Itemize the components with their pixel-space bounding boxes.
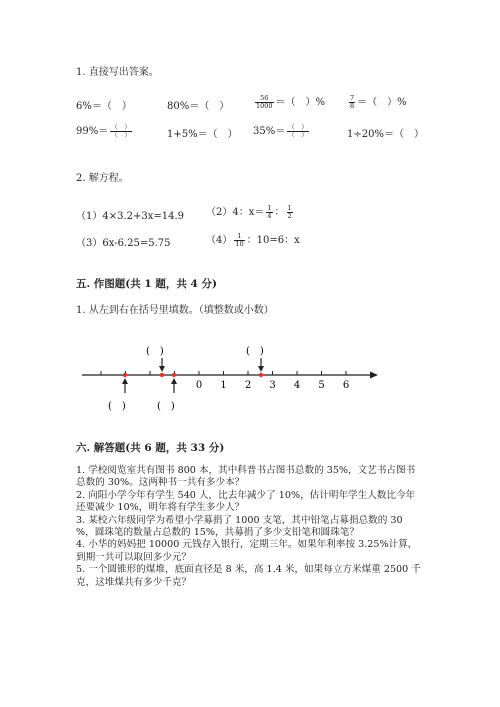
fraction: $\frac{7}{8}$: [350, 94, 355, 110]
section1-title: 1. 直接写出答案。: [76, 67, 159, 78]
problem-list: [76, 465, 421, 589]
problem-line: 2. 向阳小学今年有学生 540 人，比去年减少了 10%，估计明年学生人数比今年: [76, 489, 416, 501]
fraction: $\frac{1}{2}$: [287, 204, 292, 220]
equation-2: （2）4：x＝ $\frac{1}{4}$ ： $\frac{1}{2}$: [206, 204, 292, 220]
arrow-head-icon: [370, 372, 378, 379]
red-point: [160, 373, 164, 377]
q1-item-5: 99%＝ $\frac{( )}{( )}$: [76, 123, 131, 139]
top-blank-1: ( ): [146, 346, 164, 357]
bottom-blank-1: ( ): [108, 401, 126, 412]
bottom-blank-2: ( ): [157, 401, 175, 412]
problem-line: 还要减少 10%，明年将有学生多少人？: [76, 502, 245, 514]
q1-item-4: $\frac{7}{8}$ ＝（ ）%: [350, 94, 407, 110]
problem-line: 5. 一个圆锥形的煤堆，底面直径是 8 米，高 1.4 米，如果每立方米煤重 2500 千: [76, 564, 421, 576]
down-arrow-head-icon: [258, 366, 264, 372]
q1-item-8: 1÷20%＝（ ）: [347, 129, 424, 140]
tick-marks: [101, 371, 346, 375]
number-line-figure: [0, 330, 500, 420]
problem-line: 总数的 30%。这两种书一共有多少本？: [76, 477, 245, 489]
tick-label: 4: [293, 380, 301, 391]
up-arrow-head-icon: [122, 378, 128, 384]
red-point: [123, 373, 127, 377]
q1-item-7: 35%＝ $\frac{( )}{( )}$: [253, 123, 308, 139]
section5-question: 1. 从左到右在括号里填数。（填整数或小数）: [76, 305, 274, 316]
tick-label: 0: [195, 380, 203, 391]
down-arrow-head-icon: [159, 366, 165, 372]
tick-label: 1: [220, 380, 227, 391]
q1-item-2: 80%＝（ ）: [167, 101, 230, 112]
problem-line: 1. 学校阅览室共有图书 800 本，其中科普书占图书总数的 35%，文艺书占图书: [76, 465, 416, 476]
q1-item-1: 6%＝（ ）: [76, 101, 132, 112]
up-arrow-head-icon: [171, 378, 177, 384]
problem-line: 到期一共可以取回多少元？: [76, 551, 192, 563]
tick-label: 2: [244, 380, 252, 391]
fraction: $\frac{56}{1000}$: [256, 94, 273, 110]
q1-item-6: 1+5%＝（ ）: [167, 129, 238, 140]
red-point: [172, 373, 176, 377]
fraction: $\frac{1}{10}$: [235, 232, 244, 248]
equation-4: （4） $\frac{1}{10}$ ：10=6：x: [206, 232, 300, 248]
problem-line: 克，这堆煤共有多少千克？: [76, 576, 192, 588]
red-point: [259, 373, 263, 377]
problem-line: 4. 小华的妈妈把 10000 元钱存入银行，定期三年。如果年利率按 3.25%计算，: [76, 539, 418, 551]
fraction: $\frac{( )}{( )}$: [288, 123, 308, 139]
fraction: $\frac{1}{4}$: [267, 204, 272, 220]
problem-line: 3. 某校六年级同学为希望小学募捐了 1000 支笔，其中铅笔占募捐总数的 30: [76, 514, 403, 526]
section5-heading: 五. 作图题(共 1 题，共 4 分): [76, 278, 217, 290]
equation-3: （3）6x-6.25=5.75: [76, 238, 171, 249]
tick-label: 5: [318, 380, 325, 391]
tick-label: 6: [342, 380, 350, 391]
tick-labels: [196, 380, 349, 391]
q1-item-3: $\frac{56}{1000}$ ＝（ ）%: [256, 94, 326, 110]
problem-line: %，圆珠笔的数量占总数的 15%，共募捐了多少支铅笔和圆珠笔？: [76, 527, 359, 539]
section2-title: 2. 解方程。: [76, 173, 129, 184]
fraction: $\frac{( )}{( )}$: [111, 123, 131, 139]
section6-heading: 六. 解答题(共 6 题，共 33 分): [76, 442, 225, 454]
equation-1: （1）4×3.2+3x=14.9: [76, 211, 185, 222]
top-blank-2: ( ): [246, 346, 264, 357]
tick-label: 3: [269, 380, 276, 391]
